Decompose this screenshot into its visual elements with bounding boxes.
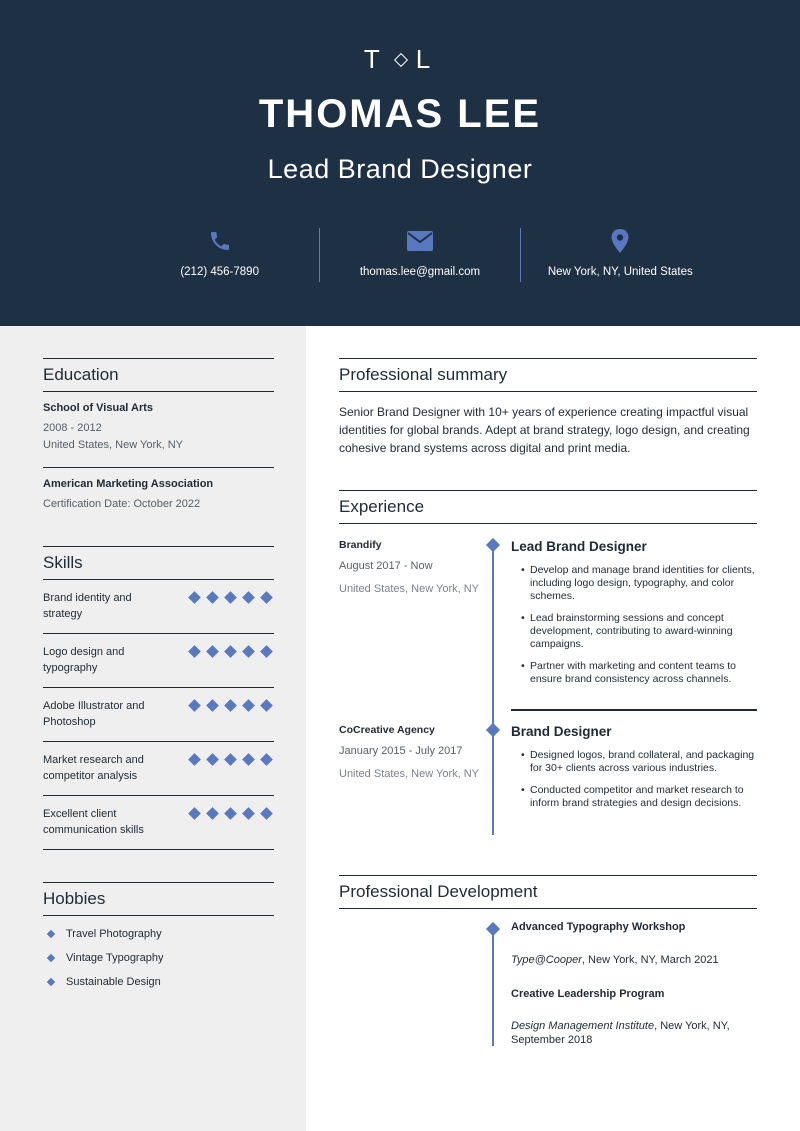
monogram-diamond-icon [394,52,408,66]
hobby-item [43,976,274,988]
course-title: Creative Leadership Program [511,988,665,1000]
contact-phone[interactable] [120,228,319,284]
rating-diamond-icon [206,699,219,712]
timeline-diamond-icon [486,538,500,552]
course-org: Type@Cooper [511,954,582,966]
skill-row [43,742,274,796]
rating-diamond-icon [188,807,201,820]
experience-details [511,724,757,819]
education-location: United States, New York, NY [43,439,184,451]
hobby-item [43,928,274,940]
summary-heading: Professional summary [339,358,757,392]
development-timeline [492,928,494,1046]
development-heading: Professional Development [339,875,757,909]
skill-name: Excellent client communication skills [43,808,144,836]
experience-location: United States, New York, NY [339,768,480,780]
development-section [339,875,757,909]
education-name: American Marketing Association [43,478,214,490]
course-org: Design Management Institute [511,1020,655,1032]
skill-name: Adobe Illustrator and Photoshop [43,700,145,728]
rating-diamond-icon [188,753,201,766]
skill-rating [190,701,271,710]
location-text: New York, NY, United States [547,266,693,278]
skills-list [43,580,274,850]
bullet-item: • Conducted competitor and market research to inform brand strategies and design decisions. [511,784,757,810]
education-section [43,358,274,526]
experience-section [339,490,757,524]
experience-dates: August 2017 - Now [339,560,433,572]
hobby-label: Vintage Typography [66,952,164,964]
experience-dates: January 2015 - July 2017 [339,745,463,757]
phone-icon [120,228,319,254]
monogram [0,44,800,75]
rating-diamond-icon [188,591,201,604]
envelope-icon [320,228,519,254]
contact-bar [120,228,720,284]
hobbies-heading: Hobbies [43,882,274,916]
bullet-item: • Develop and manage brand identities for clients, including logo design, typography, and color schemes. [511,564,757,603]
diamond-bullet-icon [47,978,55,986]
rating-diamond-icon [242,807,255,820]
rating-diamond-icon [206,807,219,820]
education-heading: Education [43,358,274,392]
skill-name: Market research and competitor analysis [43,754,144,782]
resume-header [0,0,800,326]
skill-row [43,688,274,742]
education-item [43,468,274,526]
role-title: Lead Brand Designer [511,539,647,554]
role-title: Brand Designer [511,724,612,739]
experience-meta [339,724,479,782]
course-meta: , New York, NY, September 2018 [511,1020,730,1046]
course-details [511,953,761,967]
experience-details [511,539,757,695]
experience-location: United States, New York, NY [339,583,480,595]
experience-divider [511,709,757,711]
location-pin-icon [521,228,720,254]
rating-diamond-icon [206,591,219,604]
rating-diamond-icon [224,645,237,658]
diamond-bullet-icon [47,930,55,938]
rating-diamond-icon [260,591,273,604]
rating-diamond-icon [242,699,255,712]
bullet-list [511,749,757,810]
education-cert-date: Certification Date: October 2022 [43,498,201,510]
development-item [511,921,761,967]
company-name: Brandify [339,539,382,551]
timeline-diamond-icon [486,922,500,936]
skill-row [43,796,274,850]
experience-meta [339,539,479,597]
person-name: THOMAS LEE [258,92,542,136]
skill-rating [190,647,271,656]
course-title: Advanced Typography Workshop [511,921,686,933]
skills-heading: Skills [43,546,274,580]
education-dates: 2008 - 2012 [43,422,102,434]
course-details [511,1019,761,1047]
hobby-label: Travel Photography [66,928,162,940]
bullet-item: • Partner with marketing and content teams to ensure brand consistency across channels. [511,660,757,686]
email-text: thomas.lee@gmail.com [359,266,481,278]
contact-location[interactable] [521,228,720,284]
education-name: School of Visual Arts [43,402,154,414]
skill-row [43,580,274,634]
rating-diamond-icon [188,645,201,658]
rating-diamond-icon [224,807,237,820]
skill-row [43,634,274,688]
skill-name: Logo design and typography [43,646,125,674]
monogram-right: L [415,44,437,74]
summary-text: Senior Brand Designer with 10+ years of experience creating impactful visual identities for global brands. Adept at brand strategy, logo design, and creating cohesive brand systems across digital and print media. [339,405,750,455]
education-item [43,392,274,468]
rating-diamond-icon [260,645,273,658]
diamond-bullet-icon [47,954,55,962]
rating-diamond-icon [224,699,237,712]
rating-diamond-icon [260,753,273,766]
development-item [511,988,761,1047]
hobby-item [43,952,274,964]
rating-diamond-icon [224,753,237,766]
hobbies-section [43,882,274,988]
skills-section [43,546,274,850]
bullet-list [511,564,757,686]
company-name: CoCreative Agency [339,724,435,736]
bullet-item: • Lead brainstorming sessions and concept development, contributing to award-winning campaigns. [511,612,757,651]
experience-timeline [492,545,494,835]
rating-diamond-icon [260,699,273,712]
rating-diamond-icon [242,645,255,658]
summary-section [339,358,757,457]
skill-rating [190,593,271,602]
phone-text: (212) 456-7890 [180,266,259,278]
rating-diamond-icon [242,753,255,766]
experience-heading: Experience [339,490,757,524]
monogram-left: T [363,44,386,74]
bullet-item: • Designed logos, brand collateral, and packaging for 30+ clients across various industries. [511,749,757,775]
timeline-diamond-icon [486,723,500,737]
skill-rating [190,809,271,818]
hobby-label: Sustainable Design [66,976,161,988]
course-meta: , New York, NY, March 2021 [581,954,719,966]
rating-diamond-icon [242,591,255,604]
rating-diamond-icon [206,753,219,766]
job-title: Lead Brand Designer [267,154,533,184]
contact-email[interactable] [320,228,519,284]
rating-diamond-icon [188,699,201,712]
skill-name: Brand identity and strategy [43,592,132,620]
rating-diamond-icon [260,807,273,820]
rating-diamond-icon [206,645,219,658]
rating-diamond-icon [224,591,237,604]
skill-rating [190,755,271,764]
